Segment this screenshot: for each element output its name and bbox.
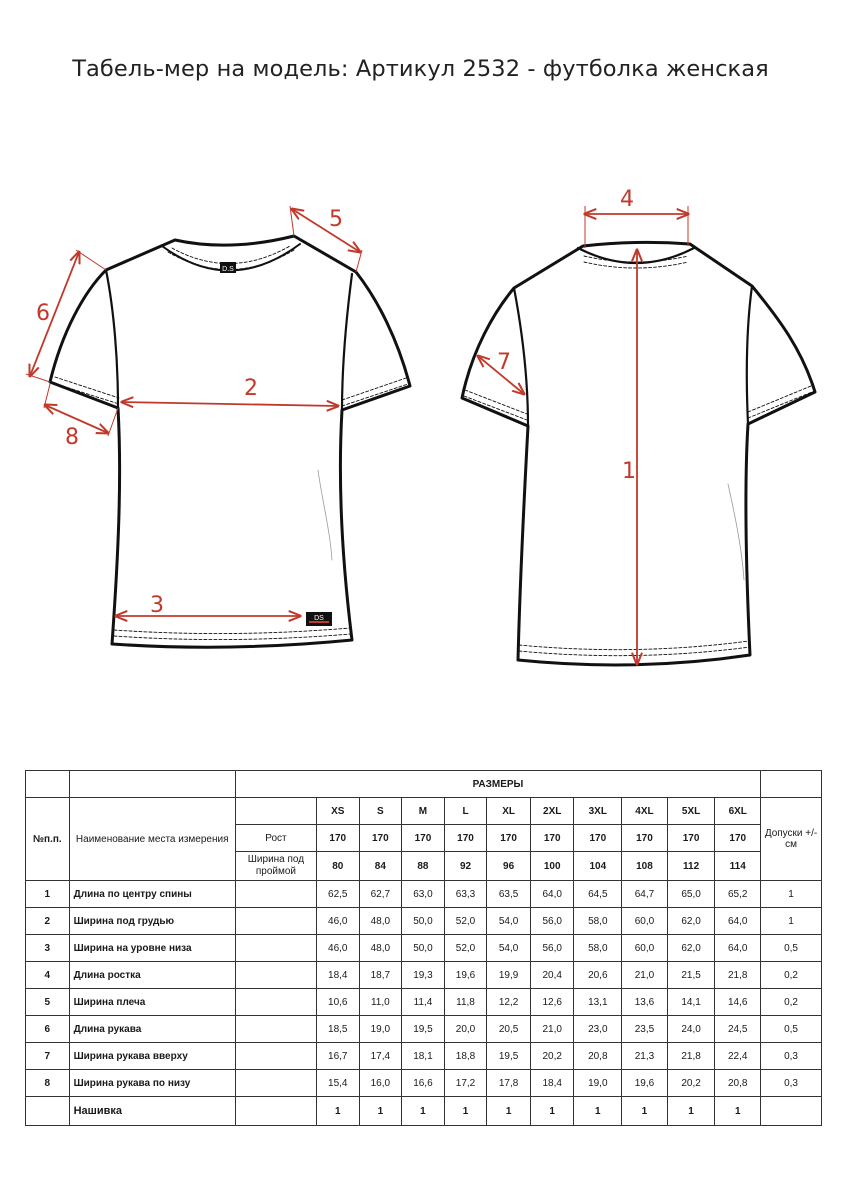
height-value: 170: [444, 825, 487, 852]
table-row: [26, 881, 822, 908]
table-row: [26, 935, 822, 962]
row-value: 1: [444, 1097, 487, 1126]
width-value: 114: [715, 852, 761, 881]
row-value: 20,8: [715, 1070, 761, 1097]
front-hem-tag: [306, 612, 332, 626]
header-blank: [26, 771, 70, 798]
row-value: 64,0: [530, 881, 574, 908]
row-blank: [235, 1043, 316, 1070]
row-value: 19,6: [444, 962, 487, 989]
table-row: [26, 962, 822, 989]
row-blank: [761, 1097, 822, 1126]
row-value: 50,0: [402, 935, 445, 962]
row-value: 1: [402, 1097, 445, 1126]
size-label: 4XL: [622, 798, 668, 825]
front-side-fold: [318, 470, 332, 560]
row-value: 16,0: [359, 1070, 402, 1097]
row-value: 65,2: [715, 881, 761, 908]
header-blank: [235, 798, 316, 825]
height-value: 170: [574, 825, 622, 852]
row-blank: [235, 1070, 316, 1097]
row-value: 63,5: [487, 881, 531, 908]
row-value: 20,2: [667, 1070, 715, 1097]
row-value: 1: [487, 1097, 531, 1126]
table-row: [26, 1070, 822, 1097]
row-value: 63,0: [402, 881, 445, 908]
front-view: [50, 236, 410, 647]
width-value: 96: [487, 852, 531, 881]
table-body: [26, 881, 822, 1097]
table-header-row: [26, 771, 822, 798]
row-value: 20,8: [574, 1043, 622, 1070]
measure-label-1: 1: [622, 459, 636, 484]
row-value: 17,2: [444, 1070, 487, 1097]
back-sleeve-hem-right-stitch: [748, 392, 812, 418]
row-value: 21,5: [667, 962, 715, 989]
row-value: 65,0: [667, 881, 715, 908]
row-name: Ширина под грудью: [69, 908, 235, 935]
row-tolerance: 0,3: [761, 1043, 822, 1070]
measure-line-8-ext: [108, 408, 118, 436]
row-value: 20,5: [487, 1016, 531, 1043]
row-name: Ширина плеча: [69, 989, 235, 1016]
page-title: Табель-мер на модель: Артикул 2532 - футболка женская: [72, 56, 769, 82]
row-tolerance: 1: [761, 881, 822, 908]
measure-line-2: [122, 402, 338, 406]
row-name: Ширина рукава вверху: [69, 1043, 235, 1070]
row-value: 64,0: [715, 935, 761, 962]
measure-line-6-ext: [76, 250, 106, 270]
row-value: 54,0: [487, 935, 531, 962]
front-sleeve-hem-left-stitch: [53, 383, 119, 404]
row-value: 64,7: [622, 881, 668, 908]
row-value: 60,0: [622, 908, 668, 935]
row-value: 14,1: [667, 989, 715, 1016]
height-value: 170: [359, 825, 402, 852]
measure-line-5-ext: [356, 250, 362, 272]
front-armhole-left: [106, 270, 118, 408]
row-value: 50,0: [402, 908, 445, 935]
size-label: XS: [316, 798, 359, 825]
row-value: 19,5: [402, 1016, 445, 1043]
measure-label-6: 6: [36, 301, 50, 326]
row-value: 58,0: [574, 908, 622, 935]
row-value: 48,0: [359, 908, 402, 935]
back-view: [462, 242, 815, 665]
header-blank: [69, 771, 235, 798]
row-value: 19,0: [574, 1070, 622, 1097]
row-value: 1: [667, 1097, 715, 1126]
row-num: 1: [26, 881, 70, 908]
height-value: 170: [402, 825, 445, 852]
row-value: 10,6: [316, 989, 359, 1016]
svg-text:D.S: D.S: [222, 266, 234, 273]
width-value: 100: [530, 852, 574, 881]
measure-label-3: 3: [150, 593, 164, 618]
back-armhole-left: [514, 288, 528, 426]
back-hem-stitch: [519, 641, 749, 650]
row-value: 20,4: [530, 962, 574, 989]
row-value: 62,0: [667, 908, 715, 935]
front-neck-tag: [220, 262, 236, 273]
back-side-fold: [728, 484, 744, 580]
row-value: 64,0: [715, 908, 761, 935]
row-value: 20,6: [574, 962, 622, 989]
measurement-table: [25, 770, 822, 1126]
row-name: Нашивка: [69, 1097, 235, 1126]
back-sleeve-hem-left-stitch: [464, 396, 527, 420]
row-value: 11,0: [359, 989, 402, 1016]
height-value: 170: [487, 825, 531, 852]
table-row: [26, 1016, 822, 1043]
width-value: 88: [402, 852, 445, 881]
row-value: 11,8: [444, 989, 487, 1016]
row-value: 18,4: [530, 1070, 574, 1097]
row-blank: [235, 908, 316, 935]
row-value: 17,4: [359, 1043, 402, 1070]
width-label: Ширина под проймой: [235, 852, 316, 881]
row-value: 19,5: [487, 1043, 531, 1070]
row-value: 1: [530, 1097, 574, 1126]
back-armhole-right: [747, 286, 752, 424]
table-row: [26, 989, 822, 1016]
row-value: 16,7: [316, 1043, 359, 1070]
row-value: 56,0: [530, 935, 574, 962]
row-value: 21,8: [667, 1043, 715, 1070]
width-value: 112: [667, 852, 715, 881]
row-value: 52,0: [444, 908, 487, 935]
measure-label-7: 7: [497, 350, 511, 375]
table-row-patch: [26, 1097, 822, 1126]
row-value: 46,0: [316, 935, 359, 962]
row-value: 19,0: [359, 1016, 402, 1043]
height-value: 170: [667, 825, 715, 852]
height-label: Рост: [235, 825, 316, 852]
row-value: 16,6: [402, 1070, 445, 1097]
front-sleeve-hem-right-stitch: [342, 384, 408, 406]
header-blank: [761, 771, 822, 798]
row-name: Длина ростка: [69, 962, 235, 989]
front-armhole-right: [342, 274, 352, 410]
front-outline: [50, 236, 410, 647]
row-value: 13,6: [622, 989, 668, 1016]
row-value: 1: [622, 1097, 668, 1126]
row-value: 62,5: [316, 881, 359, 908]
front-sleeve-hem-right-stitch: [342, 378, 406, 400]
front-hem-stitch: [114, 634, 351, 640]
row-value: 15,4: [316, 1070, 359, 1097]
row-value: 1: [715, 1097, 761, 1126]
width-value: 108: [622, 852, 668, 881]
row-value: 1: [359, 1097, 402, 1126]
size-label: 3XL: [574, 798, 622, 825]
row-value: 48,0: [359, 935, 402, 962]
col-name-header: Наименование места измерения: [69, 798, 235, 881]
col-num-header: №п.п.: [26, 798, 70, 881]
row-blank: [235, 989, 316, 1016]
row-value: 58,0: [574, 935, 622, 962]
row-value: 18,4: [316, 962, 359, 989]
row-value: 64,5: [574, 881, 622, 908]
row-value: 20,2: [530, 1043, 574, 1070]
row-tolerance: 0,2: [761, 962, 822, 989]
row-value: 21,0: [622, 962, 668, 989]
row-value: 1: [574, 1097, 622, 1126]
size-label: XL: [487, 798, 531, 825]
row-value: 62,7: [359, 881, 402, 908]
row-num: 6: [26, 1016, 70, 1043]
size-label: M: [402, 798, 445, 825]
row-blank: [235, 962, 316, 989]
row-value: 1: [316, 1097, 359, 1126]
row-name: Ширина на уровне низа: [69, 935, 235, 962]
height-value: 170: [530, 825, 574, 852]
height-value: 170: [622, 825, 668, 852]
row-value: 19,6: [622, 1070, 668, 1097]
row-num: 3: [26, 935, 70, 962]
row-value: 17,8: [487, 1070, 531, 1097]
row-name: Ширина рукава по низу: [69, 1070, 235, 1097]
row-tolerance: 0,5: [761, 1016, 822, 1043]
row-value: 52,0: [444, 935, 487, 962]
height-value: 170: [316, 825, 359, 852]
measure-line-5: [292, 209, 360, 252]
row-blank: [235, 1016, 316, 1043]
width-value: 80: [316, 852, 359, 881]
height-value: 170: [715, 825, 761, 852]
table-row: [26, 1043, 822, 1070]
row-num: 5: [26, 989, 70, 1016]
row-value: 60,0: [622, 935, 668, 962]
row-value: 11,4: [402, 989, 445, 1016]
back-neck-band: [578, 248, 694, 263]
row-value: 24,0: [667, 1016, 715, 1043]
width-value: 84: [359, 852, 402, 881]
row-value: 18,7: [359, 962, 402, 989]
row-tolerance: 0,2: [761, 989, 822, 1016]
measure-line-6-ext: [26, 374, 50, 382]
row-value: 12,2: [487, 989, 531, 1016]
size-label: 2XL: [530, 798, 574, 825]
row-tolerance: 1: [761, 908, 822, 935]
size-label: L: [444, 798, 487, 825]
size-label: S: [359, 798, 402, 825]
row-value: 46,0: [316, 908, 359, 935]
back-outline: [462, 242, 815, 665]
row-value: 23,5: [622, 1016, 668, 1043]
size-label: 6XL: [715, 798, 761, 825]
col-tolerance-header: Допуски +/- см: [761, 798, 822, 881]
row-blank: [235, 881, 316, 908]
row-num: [26, 1097, 70, 1126]
row-value: 13,1: [574, 989, 622, 1016]
row-num: 2: [26, 908, 70, 935]
row-num: 8: [26, 1070, 70, 1097]
row-num: 7: [26, 1043, 70, 1070]
row-value: 62,0: [667, 935, 715, 962]
row-tolerance: 0,5: [761, 935, 822, 962]
measure-line-8-ext: [44, 384, 50, 408]
row-value: 24,5: [715, 1016, 761, 1043]
row-blank: [235, 1097, 316, 1126]
svg-text:DS: DS: [314, 615, 324, 622]
row-value: 18,5: [316, 1016, 359, 1043]
row-value: 19,9: [487, 962, 531, 989]
row-value: 19,3: [402, 962, 445, 989]
measure-label-8: 8: [65, 425, 79, 450]
row-value: 23,0: [574, 1016, 622, 1043]
row-value: 20,0: [444, 1016, 487, 1043]
row-tolerance: 0,3: [761, 1070, 822, 1097]
row-blank: [235, 935, 316, 962]
back-hem-stitch: [519, 647, 750, 656]
row-name: Длина рукава: [69, 1016, 235, 1043]
row-value: 21,3: [622, 1043, 668, 1070]
row-value: 63,3: [444, 881, 487, 908]
width-value: 104: [574, 852, 622, 881]
width-value: 92: [444, 852, 487, 881]
size-label: 5XL: [667, 798, 715, 825]
measure-label-5: 5: [329, 207, 343, 232]
row-value: 21,0: [530, 1016, 574, 1043]
row-value: 56,0: [530, 908, 574, 935]
row-value: 14,6: [715, 989, 761, 1016]
size-row: [26, 798, 822, 825]
table-row: [26, 908, 822, 935]
row-value: 22,4: [715, 1043, 761, 1070]
row-value: 18,8: [444, 1043, 487, 1070]
front-hem-stitch: [114, 628, 350, 634]
measure-label-2: 2: [244, 376, 258, 401]
sizes-header: РАЗМЕРЫ: [235, 771, 760, 798]
row-value: 18,1: [402, 1043, 445, 1070]
row-value: 12,6: [530, 989, 574, 1016]
row-value: 54,0: [487, 908, 531, 935]
row-name: Длина по центру спины: [69, 881, 235, 908]
row-value: 21,8: [715, 962, 761, 989]
row-num: 4: [26, 962, 70, 989]
measure-label-4: 4: [620, 187, 634, 212]
